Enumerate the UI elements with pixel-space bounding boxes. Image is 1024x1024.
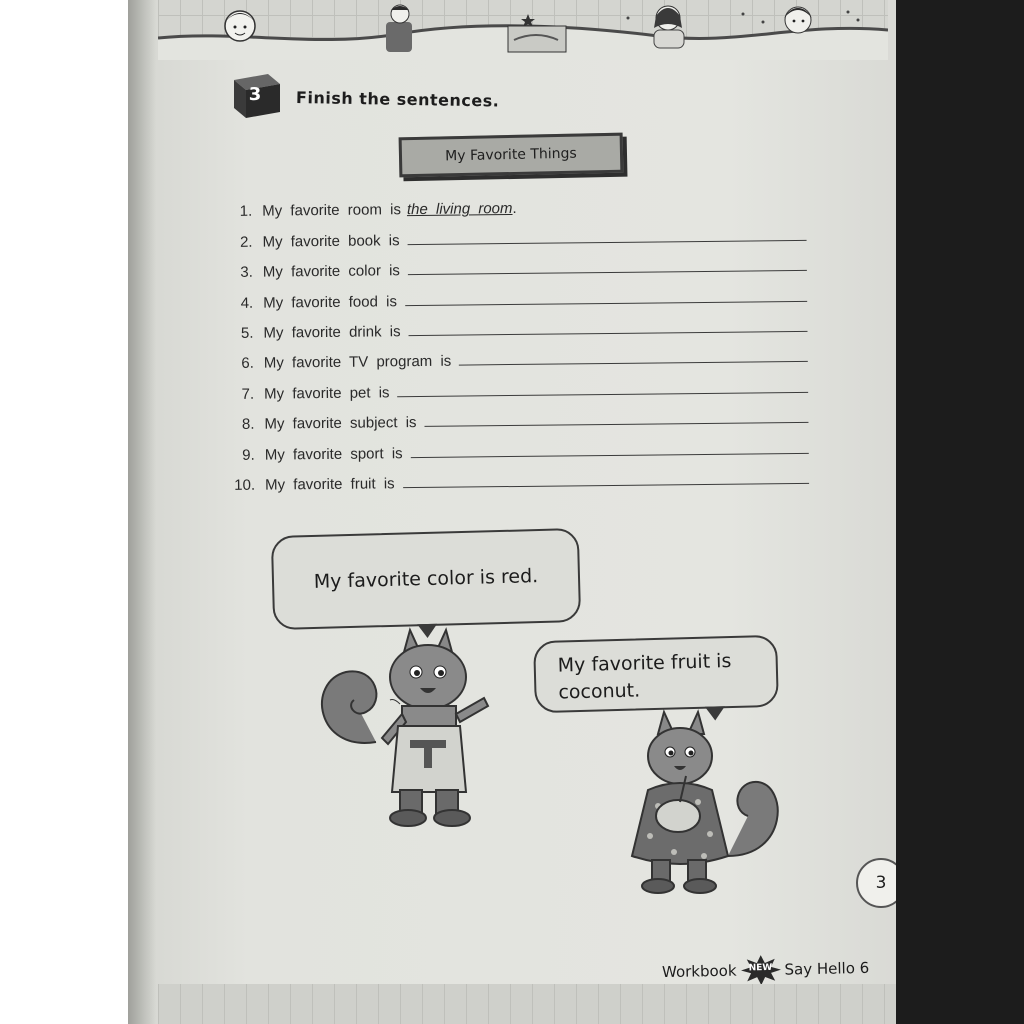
answer-blank[interactable]	[425, 421, 809, 427]
speech-bubble-text: My favorite color is red.	[313, 565, 539, 593]
sentence-list	[226, 184, 809, 494]
background-left	[0, 0, 128, 1024]
title-box	[399, 133, 624, 178]
sentence-stem: My favorite subject is	[264, 414, 417, 433]
sentence-period: .	[512, 200, 517, 218]
sentence-stem: My favorite room is	[262, 201, 402, 221]
sentence-number: 8.	[241, 415, 255, 433]
speech-bubble-color	[271, 528, 581, 630]
sentence-number: 5.	[240, 324, 254, 342]
sentence-number: 1.	[239, 203, 253, 221]
sentence-stem: My favorite book is	[262, 231, 400, 251]
sentence-number: 3.	[240, 263, 253, 282]
squirrel-girl-icon	[618, 706, 788, 906]
sentence-stem: My favorite food is	[263, 292, 397, 312]
sentence-number: 10.	[234, 476, 256, 494]
sentence-stem: My favorite TV program is	[263, 352, 452, 372]
footer-series-title: Say Hello 6	[784, 958, 870, 979]
footer	[662, 953, 870, 987]
answer-blank[interactable]	[405, 299, 807, 305]
answer-blank[interactable]	[411, 451, 809, 457]
sentence-number: 4.	[240, 294, 254, 312]
man-figure-icon	[386, 5, 412, 52]
boy-face-icon	[225, 11, 255, 41]
cake-icon	[508, 26, 566, 52]
background-right	[892, 0, 1024, 1024]
answer-blank[interactable]	[408, 239, 807, 245]
sentence-stem: My favorite color is	[262, 262, 400, 281]
new-badge	[740, 955, 781, 986]
squirrel-boy-icon	[306, 622, 506, 832]
answer-blank[interactable]	[403, 482, 809, 488]
answer-blank[interactable]	[408, 269, 807, 275]
sentence-stem: My favorite fruit is	[265, 475, 395, 494]
sentence-number: 6.	[241, 355, 254, 373]
sentence-stem: My favorite drink is	[263, 323, 401, 342]
answer-blank[interactable]	[409, 330, 808, 336]
header-decoration	[158, 0, 888, 60]
new-badge-label: NEW	[748, 962, 773, 974]
workbook-page	[128, 0, 896, 1024]
sentence-number: 7.	[241, 385, 255, 403]
answer-blank[interactable]	[459, 360, 808, 366]
worksheet-title: My Favorite Things	[445, 145, 577, 165]
answer-blank[interactable]	[398, 391, 809, 397]
girl-face-icon	[654, 6, 684, 48]
girl-face-icon	[784, 7, 812, 33]
page-gutter	[128, 0, 156, 1024]
sentence-stem: My favorite sport is	[264, 444, 403, 464]
sentence-number: 2.	[239, 233, 253, 251]
exercise-number: 3	[248, 84, 262, 105]
speech-bubble-fruit	[533, 635, 779, 713]
sentence-item	[229, 457, 809, 493]
sentence-stem: My favorite pet is	[264, 384, 390, 403]
sentence-number: 9.	[242, 446, 255, 464]
speech-bubble-text: coconut.	[558, 679, 641, 704]
speech-bubble-text: My favorite fruit is	[557, 650, 732, 677]
footer-decoration	[158, 984, 896, 1024]
exercise-instruction: Finish the sentences.	[295, 88, 500, 111]
footer-book-title: Workbook	[661, 961, 737, 982]
page-number: 3	[856, 858, 896, 908]
sentence-answer: the living room	[406, 200, 513, 219]
